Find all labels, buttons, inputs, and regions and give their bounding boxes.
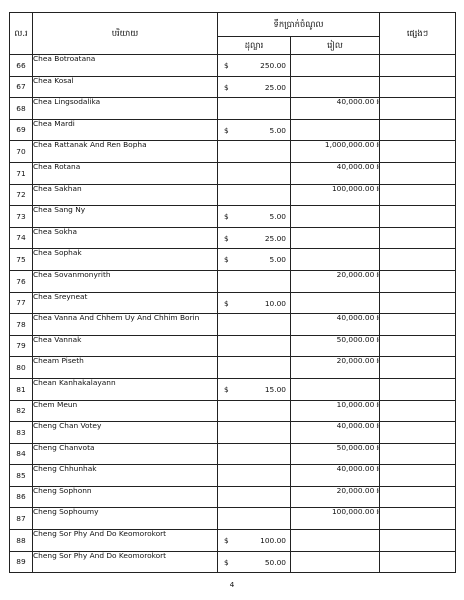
amount-riel: 20,000.00 [336, 270, 375, 279]
donor-name: Chea Mardi [33, 119, 218, 141]
amount-usd-cell [218, 551, 291, 573]
donor-name: Chea Rotana [33, 162, 218, 184]
amount-riel-cell [291, 270, 380, 292]
currency-symbol-riel: ៛ [376, 184, 379, 193]
amount-usd: 10.00 [264, 298, 286, 308]
amount-usd-cell [218, 119, 291, 141]
amount-usd-cell [218, 486, 291, 508]
amount-usd-cell [218, 508, 291, 530]
table-row [10, 162, 456, 184]
row-number: 76 [10, 270, 33, 292]
other-cell [380, 551, 456, 573]
row-number: 69 [10, 119, 33, 141]
header-other: ផ្សេងៗ [380, 13, 456, 55]
currency-symbol-riel: ៛ [376, 313, 379, 323]
amount-riel-cell [291, 465, 380, 487]
amount-riel-cell [291, 443, 380, 465]
table-row [10, 465, 456, 487]
row-number: 79 [10, 335, 33, 357]
amount-usd-cell [218, 184, 291, 206]
amount-riel: 20,000.00 [336, 486, 375, 495]
header-revenue-amount: ទឹកប្រាក់ចំណូល [218, 13, 380, 37]
amount-usd: 50.00 [264, 557, 286, 567]
amount-usd: 250.00 [260, 61, 286, 70]
donor-name: Chea Sakhan [33, 184, 218, 206]
amount-usd-cell [218, 443, 291, 465]
row-number: 81 [10, 378, 33, 400]
table-row [10, 76, 456, 98]
row-number: 78 [10, 314, 33, 336]
amount-usd: 5.00 [269, 255, 286, 265]
row-number: 72 [10, 184, 33, 206]
table-header [10, 13, 456, 55]
other-cell [380, 357, 456, 379]
amount-riel: 50,000.00 [336, 443, 375, 452]
other-cell [380, 292, 456, 314]
amount-usd-cell [218, 55, 291, 77]
amount-riel-cell [291, 551, 380, 573]
amount-usd-cell [218, 249, 291, 271]
donation-ledger-table [9, 12, 456, 573]
other-cell [380, 443, 456, 465]
amount-riel: 50,000.00 [336, 335, 375, 344]
currency-symbol-riel: ៛ [376, 140, 379, 150]
row-number: 82 [10, 400, 33, 422]
table-row [10, 206, 456, 228]
row-number: 83 [10, 422, 33, 444]
currency-symbol-usd: $ [224, 125, 229, 135]
donor-name: Chea Lingsodalika [33, 98, 218, 120]
amount-usd-cell [218, 98, 291, 120]
amount-riel-cell [291, 55, 380, 77]
currency-symbol-riel: ៛ [376, 162, 379, 171]
page-number: 4 [229, 580, 235, 589]
other-cell [380, 76, 456, 98]
other-cell [380, 162, 456, 184]
amount-riel: 100,000.00 [331, 507, 375, 517]
amount-usd-cell [218, 465, 291, 487]
other-cell [380, 249, 456, 271]
amount-riel-cell [291, 292, 380, 314]
row-number: 70 [10, 141, 33, 163]
amount-usd-cell [218, 314, 291, 336]
row-number: 67 [10, 76, 33, 98]
other-cell [380, 184, 456, 206]
amount-usd-cell [218, 422, 291, 444]
table-row [10, 98, 456, 120]
table-row [10, 422, 456, 444]
amount-riel-cell [291, 184, 380, 206]
table-row [10, 249, 456, 271]
amount-riel-cell [291, 357, 380, 379]
amount-riel-cell [291, 422, 380, 444]
amount-usd: 25.00 [264, 233, 286, 243]
currency-symbol-usd: $ [224, 233, 229, 243]
row-number: 88 [10, 530, 33, 552]
other-cell [380, 378, 456, 400]
currency-symbol-usd: $ [224, 557, 229, 567]
amount-riel-cell [291, 530, 380, 552]
amount-riel: 40,000.00 [336, 421, 375, 431]
donor-name: Chea Rattanak And Ren Bopha [33, 141, 218, 163]
table-row [10, 443, 456, 465]
table-row [10, 508, 456, 530]
currency-symbol-usd: $ [224, 298, 229, 308]
other-cell [380, 465, 456, 487]
amount-usd-cell [218, 270, 291, 292]
other-cell [380, 206, 456, 228]
header-number: ល.រ [10, 13, 33, 55]
amount-riel-cell [291, 400, 380, 422]
other-cell [380, 270, 456, 292]
currency-symbol-riel: ៛ [376, 335, 379, 344]
donor-name: Chea Kosal [33, 76, 218, 98]
row-number: 68 [10, 98, 33, 120]
header-riel: រៀល [291, 37, 380, 55]
amount-riel-cell [291, 335, 380, 357]
amount-riel-cell [291, 141, 380, 163]
amount-usd-cell [218, 530, 291, 552]
other-cell [380, 508, 456, 530]
currency-symbol-riel: ៛ [376, 443, 379, 452]
header-description: បរិយាយ [33, 13, 218, 55]
donor-name: Cheng Chan Votey [33, 422, 218, 444]
amount-riel: 10,000.00 [336, 400, 375, 409]
table-row [10, 551, 456, 573]
amount-riel: 40,000.00 [336, 162, 375, 171]
donor-name: Chem Meun [33, 400, 218, 422]
donor-name: Chea Vanna And Chhem Uy And Chhim Borin [33, 314, 218, 336]
currency-symbol-riel: ៛ [376, 507, 379, 517]
other-cell [380, 141, 456, 163]
currency-symbol-usd: $ [224, 61, 229, 70]
currency-symbol-usd: $ [224, 384, 229, 394]
other-cell [380, 486, 456, 508]
currency-symbol-usd: $ [224, 255, 229, 265]
donor-name: Cheng Sor Phy And Do Keomorokort [33, 530, 218, 552]
row-number: 80 [10, 357, 33, 379]
table-row [10, 141, 456, 163]
currency-symbol-riel: ៛ [376, 421, 379, 431]
currency-symbol-riel: ៛ [376, 464, 379, 474]
donor-name: Cheng Sophoumy [33, 508, 218, 530]
amount-riel-cell [291, 227, 380, 249]
amount-usd-cell [218, 292, 291, 314]
other-cell [380, 530, 456, 552]
currency-symbol-riel: ៛ [376, 486, 379, 495]
row-number: 73 [10, 206, 33, 228]
currency-symbol-riel: ៛ [376, 356, 379, 366]
currency-symbol-usd: $ [224, 536, 229, 546]
row-number: 74 [10, 227, 33, 249]
amount-riel-cell [291, 76, 380, 98]
table-row [10, 357, 456, 379]
donor-name: Cheam Piseth [33, 357, 218, 379]
other-cell [380, 55, 456, 77]
donor-name: Chea Sophak [33, 249, 218, 271]
table-row [10, 378, 456, 400]
other-cell [380, 98, 456, 120]
currency-symbol-riel: ៛ [376, 400, 379, 409]
amount-riel-cell [291, 508, 380, 530]
donor-name: Cheng Sophonn [33, 486, 218, 508]
other-cell [380, 314, 456, 336]
other-cell [380, 422, 456, 444]
donor-name: Chea Sang Ny [33, 206, 218, 228]
amount-riel-cell [291, 98, 380, 120]
amount-riel: 40,000.00 [336, 97, 375, 107]
table-row [10, 486, 456, 508]
amount-usd: 5.00 [269, 125, 286, 135]
amount-usd-cell [218, 400, 291, 422]
amount-riel-cell [291, 378, 380, 400]
other-cell [380, 400, 456, 422]
table-row [10, 292, 456, 314]
donor-name: Cheng Chanvota [33, 443, 218, 465]
donor-name: Chea Botroatana [33, 55, 218, 77]
table-row [10, 335, 456, 357]
header-dollar: ដុល្លារ [218, 37, 291, 55]
currency-symbol-usd: $ [224, 82, 229, 92]
amount-usd: 25.00 [264, 82, 286, 92]
amount-usd-cell [218, 378, 291, 400]
table-row [10, 314, 456, 336]
amount-usd: 5.00 [269, 212, 286, 222]
amount-usd-cell [218, 206, 291, 228]
other-cell [380, 119, 456, 141]
amount-riel: 100,000.00 [331, 184, 375, 193]
currency-symbol-usd: $ [224, 212, 229, 222]
row-number: 75 [10, 249, 33, 271]
amount-riel-cell [291, 119, 380, 141]
amount-riel: 1,000,000.00 [324, 140, 375, 150]
amount-riel: 40,000.00 [336, 313, 375, 323]
row-number: 66 [10, 55, 33, 77]
amount-usd-cell [218, 162, 291, 184]
amount-usd-cell [218, 357, 291, 379]
row-number: 89 [10, 551, 33, 573]
donor-name: Chea Sreyneat [33, 292, 218, 314]
row-number: 84 [10, 443, 33, 465]
amount-usd-cell [218, 76, 291, 98]
donor-name: Chea Sokha [33, 227, 218, 249]
amount-riel-cell [291, 206, 380, 228]
other-cell [380, 335, 456, 357]
other-cell [380, 227, 456, 249]
donor-name: Cheng Sor Phy And Do Keomorokort [33, 551, 218, 573]
table-row [10, 55, 456, 77]
amount-usd-cell [218, 141, 291, 163]
currency-symbol-riel: ៛ [376, 270, 379, 279]
currency-symbol-riel: ៛ [376, 97, 379, 107]
row-number: 71 [10, 162, 33, 184]
amount-usd: 15.00 [264, 384, 286, 394]
donor-name: Chea Sovanmonyrith [33, 270, 218, 292]
table-row [10, 270, 456, 292]
table-row [10, 530, 456, 552]
donor-name: Chea Vannak [33, 335, 218, 357]
row-number: 87 [10, 508, 33, 530]
amount-usd-cell [218, 227, 291, 249]
table-row [10, 400, 456, 422]
amount-riel-cell [291, 249, 380, 271]
table-row [10, 184, 456, 206]
table-row [10, 227, 456, 249]
amount-usd: 100.00 [260, 536, 286, 546]
row-number: 85 [10, 465, 33, 487]
donor-name: Cheng Chhunhak [33, 465, 218, 487]
amount-riel-cell [291, 162, 380, 184]
amount-riel-cell [291, 314, 380, 336]
row-number: 77 [10, 292, 33, 314]
donor-name: Chean Kanhakalayann [33, 378, 218, 400]
table-body [10, 55, 456, 573]
amount-usd-cell [218, 335, 291, 357]
amount-riel: 40,000.00 [336, 464, 375, 474]
table-row [10, 119, 456, 141]
amount-riel: 20,000.00 [336, 356, 375, 366]
amount-riel-cell [291, 486, 380, 508]
row-number: 86 [10, 486, 33, 508]
